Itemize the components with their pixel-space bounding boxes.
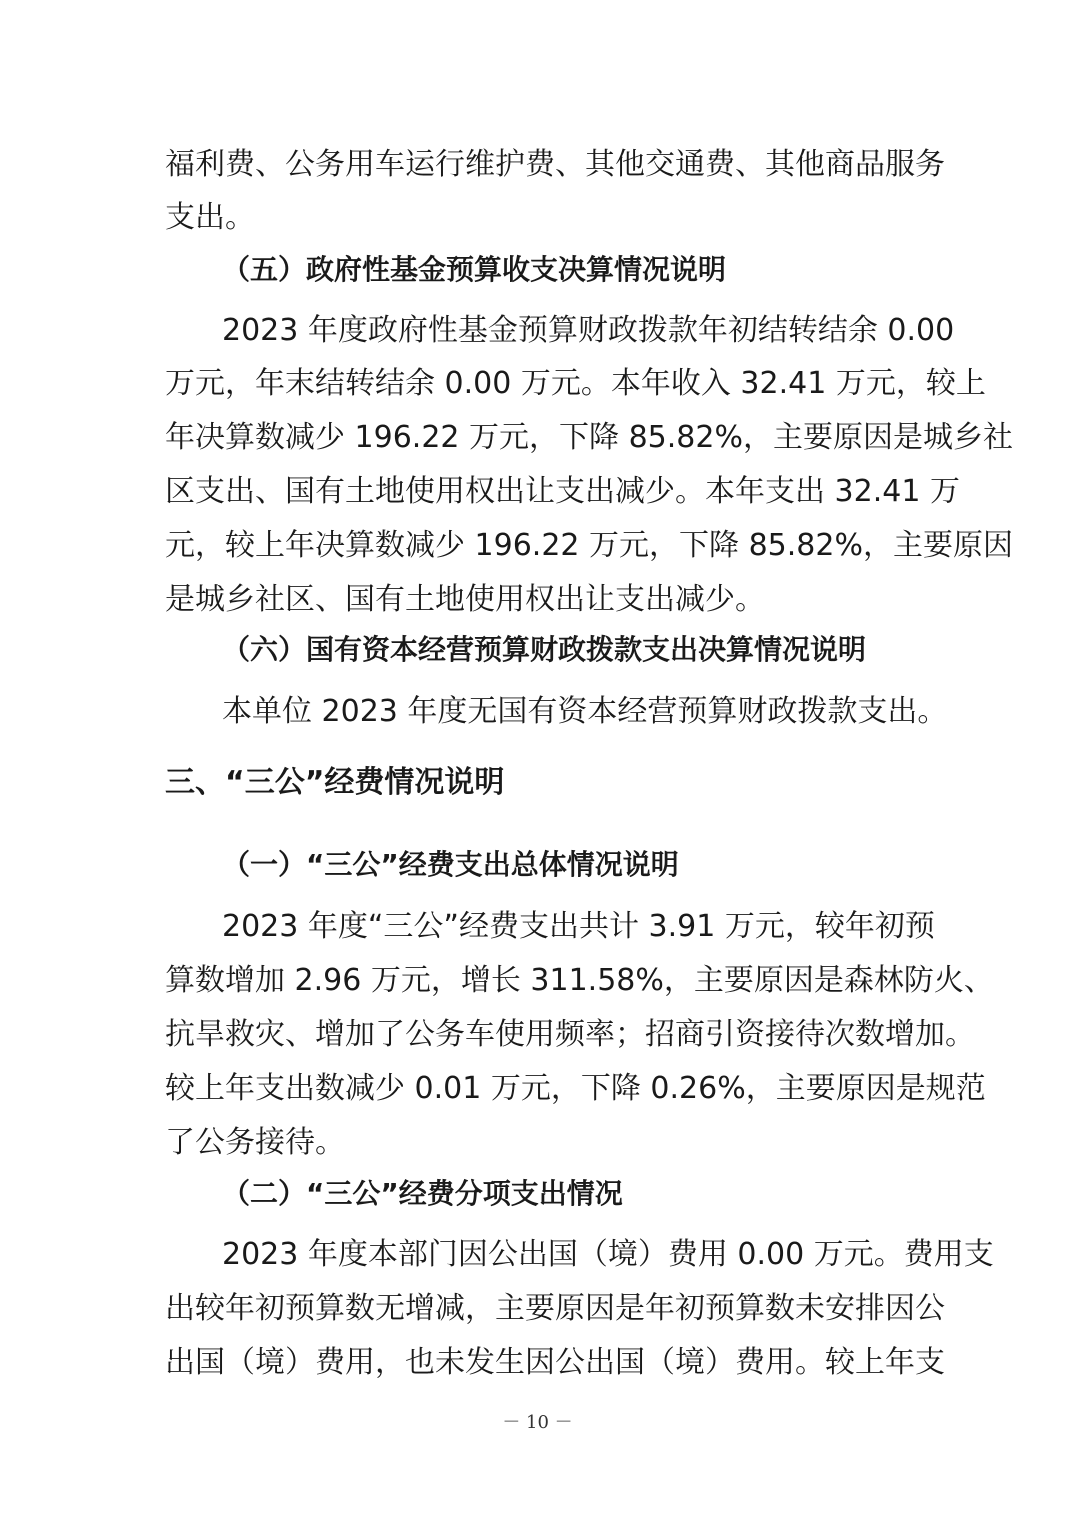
section-heading: 三、“三公”经费情况说明	[165, 765, 505, 800]
paragraph-line: 出国（境）费用，也未发生因公出国（境）费用。较上年支	[165, 1345, 945, 1380]
paragraph-line: 抗旱救灾、增加了公务车使用频率；招商引资接待次数增加。	[165, 1017, 975, 1052]
paragraph-line: 了公务接待。	[165, 1125, 345, 1160]
paragraph-line: 区支出、国有土地使用权出让支出减少。本年支出 32.41 万	[165, 474, 960, 509]
subsection-heading: （五）政府性基金预算收支决算情况说明	[222, 253, 727, 286]
subsection-heading: （一）“三公”经费支出总体情况说明	[222, 848, 679, 881]
paragraph-line: 出较年初预算数无增减，主要原因是年初预算数未安排因公	[165, 1291, 945, 1326]
paragraph-line: 较上年支出数减少 0.01 万元，下降 0.26%，主要原因是规范	[165, 1071, 986, 1106]
paragraph-line: 2023 年度“三公”经费支出共计 3.91 万元，较年初预	[222, 909, 935, 944]
paragraph-line: 万元，年末结转结余 0.00 万元。本年收入 32.41 万元，较上	[165, 366, 986, 401]
subsection-heading: （二）“三公”经费分项支出情况	[222, 1177, 623, 1210]
paragraph-line: 本单位 2023 年度无国有资本经营预算财政拨款支出。	[222, 694, 948, 729]
paragraph-line: 元，较上年决算数减少 196.22 万元，下降 85.82%，主要原因	[165, 528, 1013, 563]
paragraph-line: 是城乡社区、国有土地使用权出让支出减少。	[165, 582, 765, 617]
page-number: － 10 －	[502, 1412, 573, 1433]
paragraph-line: 支出。	[165, 200, 255, 235]
subsection-heading: （六）国有资本经营预算财政拨款支出决算情况说明	[222, 633, 867, 666]
paragraph-line: 2023 年度政府性基金预算财政拨款年初结转结余 0.00	[222, 313, 955, 348]
paragraph-line: 2023 年度本部门因公出国（境）费用 0.00 万元。费用支	[222, 1237, 994, 1272]
paragraph-line: 年决算数减少 196.22 万元，下降 85.82%，主要原因是城乡社	[165, 420, 1013, 455]
paragraph-line: 福利费、公务用车运行维护费、其他交通费、其他商品服务	[165, 147, 945, 182]
paragraph-line: 算数增加 2.96 万元，增长 311.58%，主要原因是森林防火、	[165, 963, 994, 998]
